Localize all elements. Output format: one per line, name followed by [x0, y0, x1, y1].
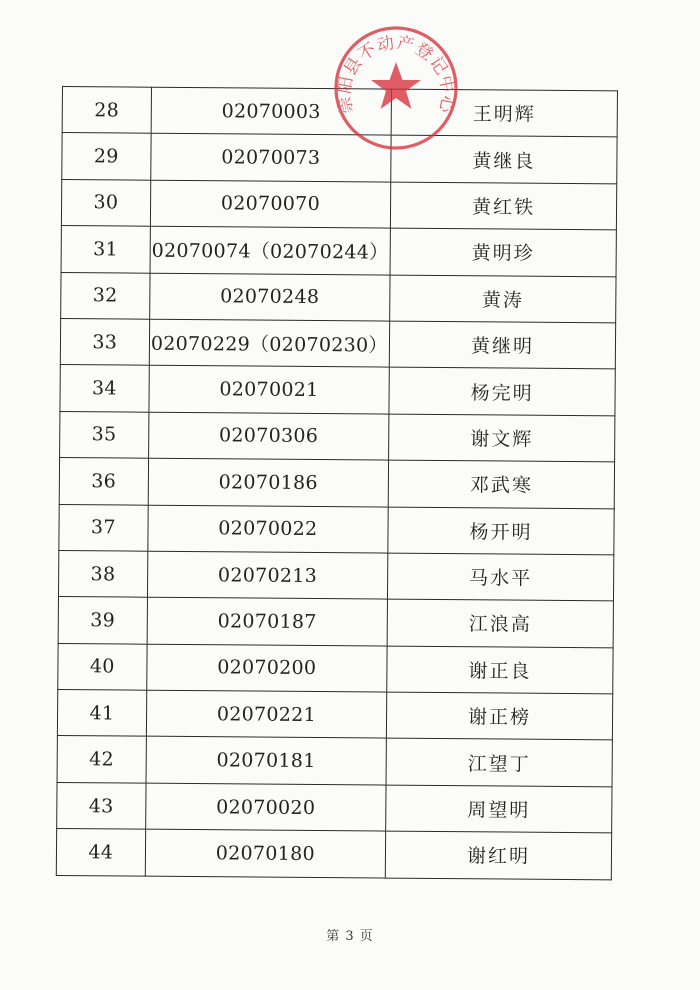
table-row — [61, 226, 616, 277]
seal-text-path: 崇阳县不动产登记中心 — [334, 32, 458, 116]
row-name-cell: 邓武寒 — [388, 460, 614, 508]
row-code-cell: 02070180 — [145, 829, 386, 877]
registry-table-body — [56, 87, 617, 880]
row-seq-cell: 39 — [58, 597, 147, 644]
table-row — [56, 829, 611, 880]
row-code-cell: 02070070 — [150, 180, 391, 228]
row-seq-cell: 36 — [59, 458, 148, 505]
official-seal-stamp — [330, 22, 462, 154]
table-row — [57, 736, 612, 787]
row-name-cell: 王明辉 — [391, 89, 617, 137]
row-code-cell: 02070213 — [147, 551, 388, 599]
row-name-cell: 马水平 — [388, 553, 614, 601]
row-seq-cell: 43 — [57, 782, 146, 829]
table-row — [59, 458, 614, 509]
row-name-cell: 黄明珍 — [390, 228, 616, 276]
row-name-cell: 谢正榜 — [386, 692, 612, 740]
table-row — [57, 782, 612, 833]
seal-star-icon — [371, 62, 421, 109]
row-name-cell: 黄继良 — [391, 135, 617, 183]
row-seq-cell: 30 — [61, 179, 150, 226]
row-code-cell: 02070003 — [151, 87, 392, 135]
row-name-cell: 谢红明 — [385, 831, 611, 879]
row-code-cell: 02070073 — [150, 134, 391, 182]
row-code-cell: 02070021 — [149, 366, 390, 414]
table-row — [61, 179, 616, 230]
row-seq-cell: 35 — [60, 411, 149, 458]
row-seq-cell: 40 — [58, 643, 147, 690]
row-code-cell: 02070221 — [146, 690, 387, 738]
row-seq-cell: 37 — [59, 504, 148, 551]
row-name-cell: 杨完明 — [389, 367, 615, 415]
row-seq-cell: 44 — [56, 829, 145, 876]
row-seq-cell: 32 — [61, 272, 150, 319]
row-name-cell: 黄红铁 — [390, 182, 616, 230]
row-name-cell: 黄继明 — [389, 321, 615, 369]
row-seq-cell: 33 — [60, 318, 149, 365]
row-code-cell: 02070020 — [145, 783, 386, 831]
row-seq-cell: 42 — [57, 736, 146, 783]
table-row — [60, 411, 615, 462]
row-code-cell: 02070186 — [148, 458, 389, 506]
table-row — [59, 504, 614, 555]
table-row — [60, 365, 615, 416]
row-name-cell: 杨开明 — [388, 507, 614, 555]
row-name-cell: 黄涛 — [390, 275, 616, 323]
table-row — [57, 690, 612, 741]
row-name-cell: 周望明 — [386, 785, 612, 833]
registry-table — [56, 86, 618, 880]
row-code-cell: 02070022 — [148, 505, 389, 553]
row-seq-cell: 29 — [62, 133, 151, 180]
row-code-cell: 02070200 — [146, 644, 387, 692]
row-code-cell: 02070187 — [147, 597, 388, 645]
row-name-cell: 江浪高 — [387, 599, 613, 647]
row-name-cell: 谢文辉 — [389, 414, 615, 462]
table-row — [58, 597, 613, 648]
row-code-cell: 02070074（02070244） — [150, 226, 391, 274]
table-row — [58, 550, 613, 601]
table-row — [60, 318, 615, 369]
row-code-cell: 02070229（02070230） — [149, 319, 390, 367]
row-seq-cell: 38 — [58, 550, 147, 597]
row-seq-cell: 31 — [61, 226, 150, 273]
row-name-cell: 江望丁 — [386, 739, 612, 787]
table-row — [58, 643, 613, 694]
row-seq-cell: 28 — [62, 87, 151, 134]
row-name-cell: 谢正良 — [387, 646, 613, 694]
row-seq-cell: 34 — [60, 365, 149, 412]
row-code-cell: 02070181 — [146, 737, 387, 785]
page-number: 第 3 页 — [326, 929, 374, 944]
row-code-cell: 02070248 — [149, 273, 390, 321]
table-row — [61, 272, 616, 323]
row-seq-cell: 41 — [57, 690, 146, 737]
row-code-cell: 02070306 — [148, 412, 389, 460]
